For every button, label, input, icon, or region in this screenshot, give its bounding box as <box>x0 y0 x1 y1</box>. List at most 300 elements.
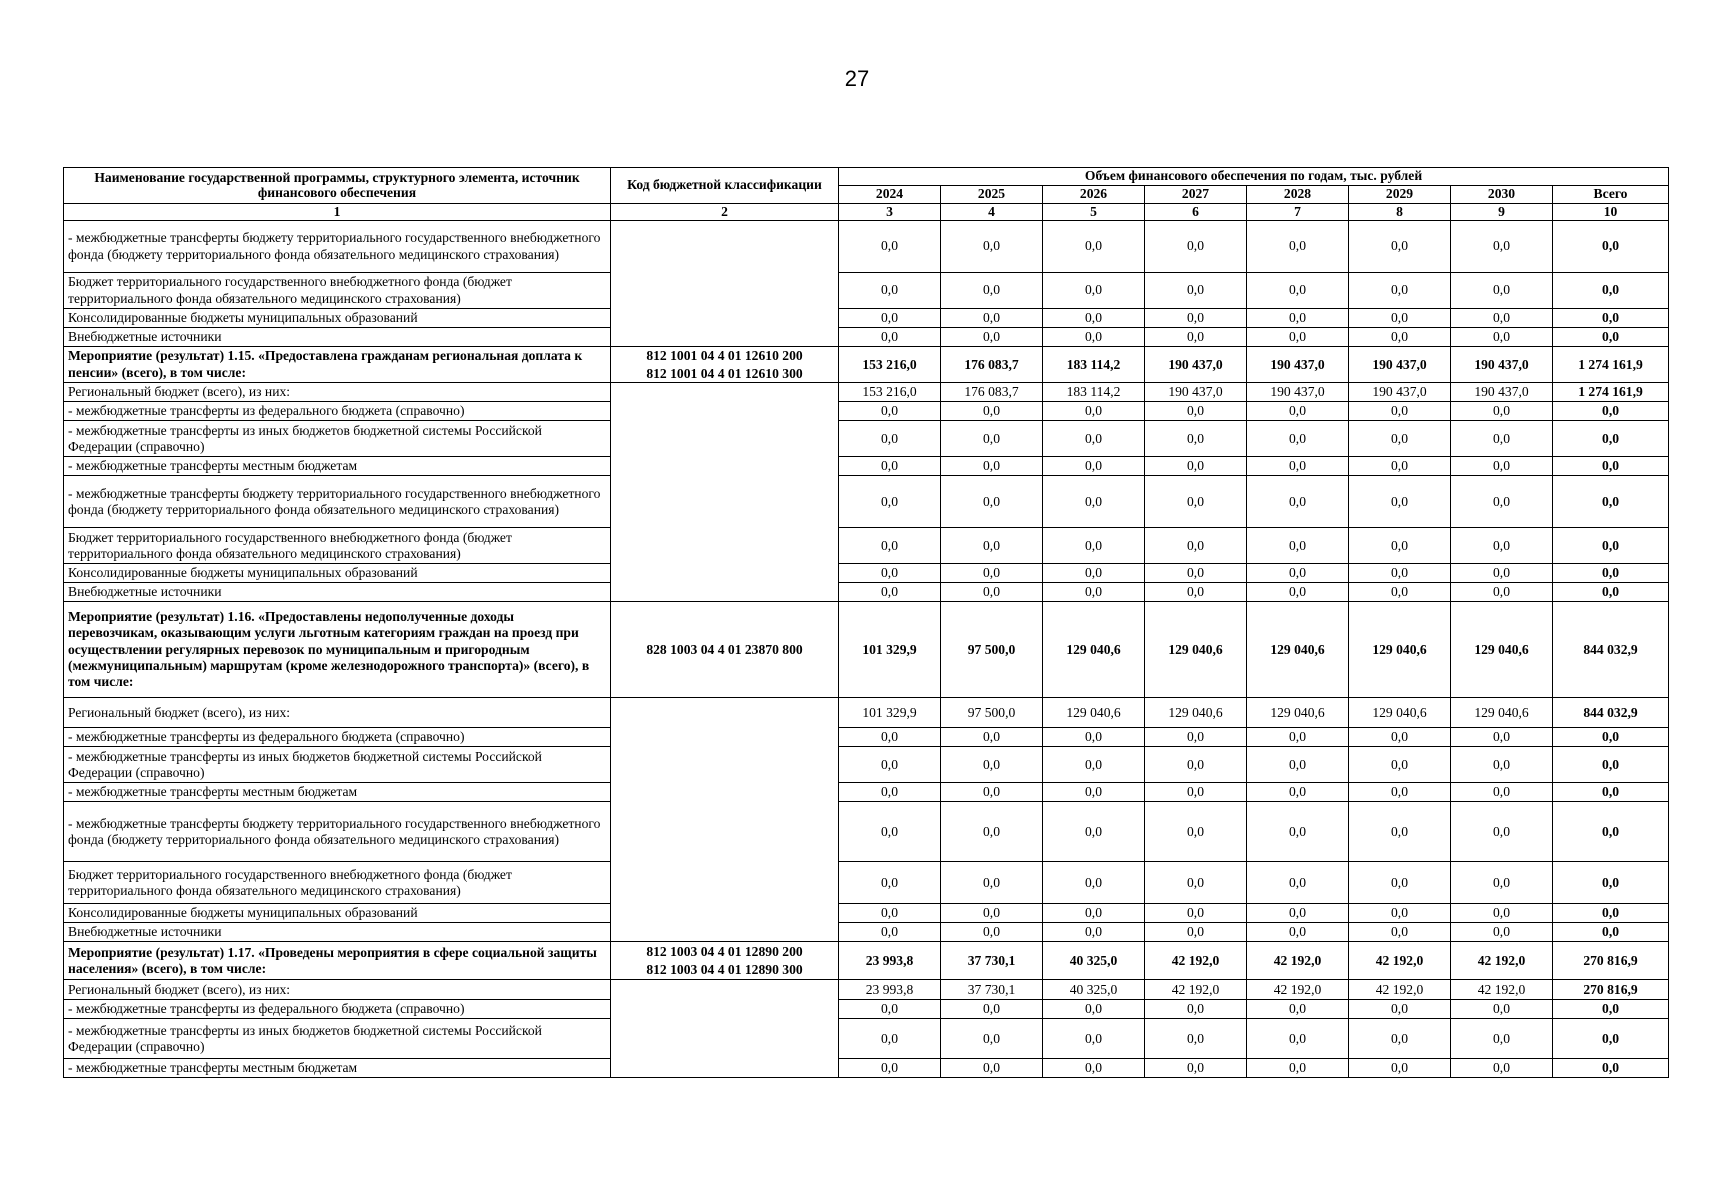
value-year: 0,0 <box>1043 1019 1145 1059</box>
value-year: 0,0 <box>941 402 1043 421</box>
budget-code-cell <box>611 980 839 1078</box>
column-index: 3 <box>839 204 941 221</box>
column-index: 10 <box>1553 204 1669 221</box>
header-year: 2029 <box>1349 186 1451 204</box>
value-total: 1 274 161,9 <box>1553 383 1669 402</box>
table-row <box>64 583 1669 602</box>
value-year: 183 114,2 <box>1043 347 1145 383</box>
source-name: - межбюджетные трансферты из федерального бюджета (справочно) <box>64 402 611 421</box>
value-year: 97 500,0 <box>941 602 1043 698</box>
value-year: 129 040,6 <box>1247 602 1349 698</box>
value-year: 0,0 <box>1349 1059 1451 1078</box>
source-name: - межбюджетные трансферты из федерального бюджета (справочно) <box>64 1000 611 1019</box>
source-name: - межбюджетные трансферты из федерального бюджета (справочно) <box>64 728 611 747</box>
table-row <box>64 476 1669 528</box>
value-total: 0,0 <box>1553 457 1669 476</box>
value-year: 129 040,6 <box>1247 698 1349 728</box>
value-year: 0,0 <box>1451 328 1553 347</box>
value-year: 129 040,6 <box>1451 698 1553 728</box>
source-name: - межбюджетные трансферты бюджету территориального государственного внебюджетного фонда (бюджету территориального фонда обязательного медицинского страхования) <box>64 802 611 862</box>
value-year: 0,0 <box>1349 476 1451 528</box>
value-year: 0,0 <box>839 783 941 802</box>
value-year: 0,0 <box>1349 1000 1451 1019</box>
table-row <box>64 1000 1669 1019</box>
source-name: Консолидированные бюджеты муниципальных образований <box>64 564 611 583</box>
column-index: 7 <box>1247 204 1349 221</box>
value-year: 0,0 <box>1349 402 1451 421</box>
table-row <box>64 802 1669 862</box>
value-total: 0,0 <box>1553 1019 1669 1059</box>
value-year: 0,0 <box>941 583 1043 602</box>
value-year: 0,0 <box>1451 309 1553 328</box>
value-year: 42 192,0 <box>1247 980 1349 1000</box>
value-year: 0,0 <box>1451 457 1553 476</box>
value-year: 0,0 <box>1043 564 1145 583</box>
event-name: Мероприятие (результат) 1.17. «Проведены мероприятия в сфере социальной защиты населения» (всего), в том числе: <box>64 942 611 980</box>
source-name: Региональный бюджет (всего), из них: <box>64 383 611 402</box>
value-year: 0,0 <box>1451 862 1553 904</box>
value-year: 0,0 <box>1451 583 1553 602</box>
value-total: 270 816,9 <box>1553 942 1669 980</box>
value-year: 0,0 <box>1145 728 1247 747</box>
financing-table <box>63 167 1669 1078</box>
value-year: 129 040,6 <box>1349 698 1451 728</box>
value-total: 844 032,9 <box>1553 698 1669 728</box>
event-name: Мероприятие (результат) 1.16. «Предоставлены недополученные доходы перевозчикам, оказывающим услуги льготным категориям граждан на проезд при осуществлении регулярных перевозок по муниципальным и пригородным (межмуниципальным) маршрутам (кроме железнодорожного транспорта)» (всего), в том числе: <box>64 602 611 698</box>
value-year: 0,0 <box>839 862 941 904</box>
value-year: 0,0 <box>1145 421 1247 457</box>
value-year: 0,0 <box>1043 476 1145 528</box>
value-year: 0,0 <box>1349 862 1451 904</box>
value-year: 0,0 <box>1247 221 1349 273</box>
value-year: 0,0 <box>1043 402 1145 421</box>
value-year: 0,0 <box>1145 273 1247 309</box>
budget-code-cell <box>611 383 839 602</box>
value-year: 0,0 <box>1247 328 1349 347</box>
value-year: 0,0 <box>839 328 941 347</box>
value-year: 0,0 <box>1349 273 1451 309</box>
value-year: 0,0 <box>1451 421 1553 457</box>
value-total: 0,0 <box>1553 728 1669 747</box>
value-year: 0,0 <box>1043 583 1145 602</box>
value-total: 0,0 <box>1553 421 1669 457</box>
value-year: 0,0 <box>1451 1059 1553 1078</box>
value-year: 0,0 <box>1145 802 1247 862</box>
budget-code-cell <box>611 602 839 698</box>
value-total: 844 032,9 <box>1553 602 1669 698</box>
value-year: 0,0 <box>839 1000 941 1019</box>
table-row <box>64 564 1669 583</box>
value-year: 0,0 <box>1349 421 1451 457</box>
value-year: 0,0 <box>839 564 941 583</box>
table-row <box>64 980 1669 1000</box>
value-year: 0,0 <box>1043 1059 1145 1078</box>
value-year: 0,0 <box>1043 904 1145 923</box>
table-row <box>64 904 1669 923</box>
column-index: 9 <box>1451 204 1553 221</box>
header-code: Код бюджетной классификации <box>611 168 839 204</box>
value-year: 0,0 <box>1349 309 1451 328</box>
value-year: 0,0 <box>1247 862 1349 904</box>
value-year: 190 437,0 <box>1451 383 1553 402</box>
value-year: 129 040,6 <box>1043 602 1145 698</box>
table-row <box>64 698 1669 728</box>
event-name: Мероприятие (результат) 1.15. «Предоставлена гражданам региональная доплата к пенсии» (всего), в том числе: <box>64 347 611 383</box>
source-name: - межбюджетные трансферты из иных бюджетов бюджетной системы Российской Федерации (справочно) <box>64 421 611 457</box>
table-row <box>64 221 1669 273</box>
column-index: 5 <box>1043 204 1145 221</box>
value-year: 176 083,7 <box>941 383 1043 402</box>
value-total: 0,0 <box>1553 528 1669 564</box>
value-year: 0,0 <box>1247 457 1349 476</box>
value-year: 0,0 <box>1451 1019 1553 1059</box>
budget-code: 812 1003 04 4 01 12890 300 <box>646 961 803 977</box>
table-row <box>64 783 1669 802</box>
value-year: 0,0 <box>1247 1059 1349 1078</box>
header-year: 2027 <box>1145 186 1247 204</box>
value-year: 40 325,0 <box>1043 980 1145 1000</box>
value-year: 0,0 <box>941 328 1043 347</box>
value-year: 0,0 <box>839 583 941 602</box>
value-year: 0,0 <box>839 728 941 747</box>
value-year: 37 730,1 <box>941 980 1043 1000</box>
source-name: Бюджет территориального государственного внебюджетного фонда (бюджет территориального фонда обязательного медицинского страхования) <box>64 528 611 564</box>
value-total: 0,0 <box>1553 923 1669 942</box>
value-year: 0,0 <box>839 476 941 528</box>
budget-code-cell <box>611 942 839 980</box>
value-year: 153 216,0 <box>839 347 941 383</box>
value-year: 0,0 <box>1451 476 1553 528</box>
value-year: 0,0 <box>1043 783 1145 802</box>
value-total: 0,0 <box>1553 904 1669 923</box>
table-row <box>64 862 1669 904</box>
value-year: 0,0 <box>941 802 1043 862</box>
value-year: 37 730,1 <box>941 942 1043 980</box>
value-year: 0,0 <box>1043 862 1145 904</box>
value-year: 0,0 <box>1043 273 1145 309</box>
value-year: 0,0 <box>839 402 941 421</box>
value-year: 0,0 <box>941 421 1043 457</box>
value-year: 0,0 <box>941 564 1043 583</box>
source-name: Региональный бюджет (всего), из них: <box>64 980 611 1000</box>
value-year: 190 437,0 <box>1451 347 1553 383</box>
value-year: 42 192,0 <box>1349 942 1451 980</box>
value-year: 0,0 <box>839 457 941 476</box>
value-year: 0,0 <box>1145 476 1247 528</box>
value-total: 0,0 <box>1553 328 1669 347</box>
value-year: 129 040,6 <box>1145 698 1247 728</box>
value-year: 129 040,6 <box>1043 698 1145 728</box>
value-year: 0,0 <box>1145 583 1247 602</box>
value-year: 0,0 <box>1043 802 1145 862</box>
value-year: 0,0 <box>1349 328 1451 347</box>
value-year: 0,0 <box>1349 221 1451 273</box>
page-number: 27 <box>844 66 870 91</box>
budget-code: 812 1001 04 4 01 12610 200 <box>646 348 803 363</box>
value-year: 0,0 <box>1145 904 1247 923</box>
value-year: 0,0 <box>1145 221 1247 273</box>
value-year: 0,0 <box>941 862 1043 904</box>
value-year: 0,0 <box>1247 923 1349 942</box>
source-name: Консолидированные бюджеты муниципальных образований <box>64 309 611 328</box>
value-total: 0,0 <box>1553 802 1669 862</box>
value-year: 0,0 <box>839 528 941 564</box>
table-row <box>64 273 1669 309</box>
source-name: Консолидированные бюджеты муниципальных образований <box>64 904 611 923</box>
value-year: 0,0 <box>1043 328 1145 347</box>
value-year: 0,0 <box>1349 923 1451 942</box>
value-year: 0,0 <box>1043 728 1145 747</box>
value-year: 0,0 <box>1247 528 1349 564</box>
value-year: 23 993,8 <box>839 980 941 1000</box>
value-year: 0,0 <box>839 1059 941 1078</box>
value-year: 0,0 <box>1349 783 1451 802</box>
value-year: 42 192,0 <box>1349 980 1451 1000</box>
column-index: 1 <box>64 204 611 221</box>
value-year: 0,0 <box>1349 528 1451 564</box>
value-year: 40 325,0 <box>1043 942 1145 980</box>
value-year: 0,0 <box>1247 273 1349 309</box>
source-name: - межбюджетные трансферты из иных бюджетов бюджетной системы Российской Федерации (справочно) <box>64 1019 611 1059</box>
value-total: 0,0 <box>1553 564 1669 583</box>
source-name: Внебюджетные источники <box>64 923 611 942</box>
value-total: 1 274 161,9 <box>1553 347 1669 383</box>
table-row <box>64 328 1669 347</box>
table-row <box>64 1059 1669 1078</box>
header-name: Наименование государственной программы, структурного элемента, источник финансового обеспечения <box>64 168 611 204</box>
table-row <box>64 421 1669 457</box>
value-year: 0,0 <box>941 528 1043 564</box>
value-total: 0,0 <box>1553 747 1669 783</box>
value-year: 0,0 <box>1451 528 1553 564</box>
header-year: 2026 <box>1043 186 1145 204</box>
value-year: 0,0 <box>1451 904 1553 923</box>
value-year: 0,0 <box>1349 457 1451 476</box>
value-year: 0,0 <box>839 904 941 923</box>
value-total: 0,0 <box>1553 402 1669 421</box>
budget-code-cell <box>611 698 839 942</box>
value-year: 0,0 <box>941 728 1043 747</box>
value-year: 0,0 <box>941 783 1043 802</box>
value-year: 0,0 <box>1349 802 1451 862</box>
value-year: 0,0 <box>1247 564 1349 583</box>
value-year: 0,0 <box>941 476 1043 528</box>
value-year: 0,0 <box>839 421 941 457</box>
value-year: 153 216,0 <box>839 383 941 402</box>
value-year: 0,0 <box>941 747 1043 783</box>
header-year: 2028 <box>1247 186 1349 204</box>
value-year: 0,0 <box>941 457 1043 476</box>
budget-code: 828 1003 04 4 01 23870 800 <box>646 642 803 657</box>
value-year: 0,0 <box>941 309 1043 328</box>
header-year: 2025 <box>941 186 1043 204</box>
value-year: 129 040,6 <box>1349 602 1451 698</box>
budget-code: 812 1003 04 4 01 12890 200 <box>646 944 803 960</box>
value-year: 0,0 <box>1451 1000 1553 1019</box>
value-year: 0,0 <box>1145 564 1247 583</box>
value-year: 0,0 <box>941 273 1043 309</box>
source-name: - межбюджетные трансферты бюджету территориального государственного внебюджетного фонда (бюджету территориального фонда обязательного медицинского страхования) <box>64 221 611 273</box>
value-year: 42 192,0 <box>1451 942 1553 980</box>
source-name: Внебюджетные источники <box>64 328 611 347</box>
value-year: 0,0 <box>1145 1059 1247 1078</box>
table-row <box>64 747 1669 783</box>
value-year: 0,0 <box>1349 583 1451 602</box>
value-year: 0,0 <box>1451 273 1553 309</box>
column-index: 4 <box>941 204 1043 221</box>
value-year: 0,0 <box>839 923 941 942</box>
table-row <box>64 728 1669 747</box>
value-total: 0,0 <box>1553 1000 1669 1019</box>
value-year: 0,0 <box>1145 923 1247 942</box>
value-year: 0,0 <box>1247 476 1349 528</box>
value-year: 0,0 <box>1247 747 1349 783</box>
source-name: - межбюджетные трансферты из иных бюджетов бюджетной системы Российской Федерации (справочно) <box>64 747 611 783</box>
header-year: Всего <box>1553 186 1669 204</box>
value-year: 23 993,8 <box>839 942 941 980</box>
value-year: 0,0 <box>1349 1019 1451 1059</box>
value-year: 0,0 <box>1043 221 1145 273</box>
value-year: 0,0 <box>1145 457 1247 476</box>
value-year: 0,0 <box>1349 904 1451 923</box>
value-year: 0,0 <box>1145 309 1247 328</box>
value-year: 129 040,6 <box>1451 602 1553 698</box>
column-index: 2 <box>611 204 839 221</box>
value-year: 0,0 <box>1247 728 1349 747</box>
value-year: 0,0 <box>1043 528 1145 564</box>
value-year: 0,0 <box>839 747 941 783</box>
value-year: 0,0 <box>1349 747 1451 783</box>
value-year: 0,0 <box>1145 1019 1247 1059</box>
value-year: 190 437,0 <box>1247 347 1349 383</box>
value-year: 0,0 <box>1145 783 1247 802</box>
value-year: 0,0 <box>839 221 941 273</box>
value-year: 0,0 <box>1043 309 1145 328</box>
value-year: 0,0 <box>1451 802 1553 862</box>
table-row <box>64 1019 1669 1059</box>
source-name: - межбюджетные трансферты местным бюджетам <box>64 457 611 476</box>
value-year: 190 437,0 <box>1349 347 1451 383</box>
value-year: 0,0 <box>1247 1000 1349 1019</box>
source-name: - межбюджетные трансферты местным бюджетам <box>64 783 611 802</box>
table-row <box>64 402 1669 421</box>
value-year: 0,0 <box>1043 747 1145 783</box>
value-year: 0,0 <box>1247 783 1349 802</box>
table-row <box>64 347 1669 383</box>
value-year: 0,0 <box>1145 328 1247 347</box>
value-year: 0,0 <box>1247 309 1349 328</box>
table-row <box>64 942 1669 980</box>
value-year: 0,0 <box>1451 783 1553 802</box>
value-year: 0,0 <box>1043 421 1145 457</box>
table-row <box>64 602 1669 698</box>
value-year: 0,0 <box>941 1019 1043 1059</box>
source-name: - межбюджетные трансферты местным бюджетам <box>64 1059 611 1078</box>
source-name: Бюджет территориального государственного внебюджетного фонда (бюджет территориального фонда обязательного медицинского страхования) <box>64 273 611 309</box>
value-total: 0,0 <box>1553 862 1669 904</box>
value-year: 0,0 <box>1043 457 1145 476</box>
value-year: 0,0 <box>1247 904 1349 923</box>
value-year: 0,0 <box>1145 1000 1247 1019</box>
value-year: 42 192,0 <box>1451 980 1553 1000</box>
header-year: 2024 <box>839 186 941 204</box>
column-index: 8 <box>1349 204 1451 221</box>
value-year: 0,0 <box>1043 1000 1145 1019</box>
value-year: 0,0 <box>1145 747 1247 783</box>
value-year: 0,0 <box>1451 747 1553 783</box>
value-year: 101 329,9 <box>839 602 941 698</box>
table-row <box>64 528 1669 564</box>
value-year: 42 192,0 <box>1247 942 1349 980</box>
table-row <box>64 923 1669 942</box>
column-index: 6 <box>1145 204 1247 221</box>
value-year: 42 192,0 <box>1145 980 1247 1000</box>
value-year: 190 437,0 <box>1247 383 1349 402</box>
value-total: 0,0 <box>1553 783 1669 802</box>
budget-code-cell <box>611 347 839 383</box>
value-year: 129 040,6 <box>1145 602 1247 698</box>
value-year: 0,0 <box>1247 421 1349 457</box>
source-name: Региональный бюджет (всего), из них: <box>64 698 611 728</box>
value-year: 101 329,9 <box>839 698 941 728</box>
value-year: 0,0 <box>1145 402 1247 421</box>
value-year: 0,0 <box>1247 802 1349 862</box>
value-total: 270 816,9 <box>1553 980 1669 1000</box>
table-row <box>64 457 1669 476</box>
value-total: 0,0 <box>1553 221 1669 273</box>
table-row <box>64 383 1669 402</box>
value-year: 0,0 <box>1247 583 1349 602</box>
value-total: 0,0 <box>1553 476 1669 528</box>
value-year: 190 437,0 <box>1349 383 1451 402</box>
value-year: 42 192,0 <box>1145 942 1247 980</box>
value-year: 0,0 <box>1247 1019 1349 1059</box>
header-year: 2030 <box>1451 186 1553 204</box>
value-year: 0,0 <box>839 309 941 328</box>
value-year: 0,0 <box>941 923 1043 942</box>
value-total: 0,0 <box>1553 273 1669 309</box>
value-year: 190 437,0 <box>1145 347 1247 383</box>
value-year: 0,0 <box>1451 923 1553 942</box>
value-total: 0,0 <box>1553 583 1669 602</box>
value-year: 0,0 <box>1451 221 1553 273</box>
source-name: Бюджет территориального государственного внебюджетного фонда (бюджет территориального фонда обязательного медицинского страхования) <box>64 862 611 904</box>
value-year: 0,0 <box>941 1000 1043 1019</box>
value-year: 0,0 <box>1349 564 1451 583</box>
value-year: 0,0 <box>1349 728 1451 747</box>
value-year: 0,0 <box>1451 564 1553 583</box>
value-year: 0,0 <box>941 221 1043 273</box>
budget-code-cell <box>611 221 839 347</box>
value-year: 0,0 <box>1145 862 1247 904</box>
source-name: - межбюджетные трансферты бюджету территориального государственного внебюджетного фонда (бюджету территориального фонда обязательного медицинского страхования) <box>64 476 611 528</box>
value-year: 0,0 <box>1145 528 1247 564</box>
value-year: 190 437,0 <box>1145 383 1247 402</box>
value-total: 0,0 <box>1553 309 1669 328</box>
value-year: 0,0 <box>839 802 941 862</box>
value-year: 0,0 <box>941 1059 1043 1078</box>
value-year: 183 114,2 <box>1043 383 1145 402</box>
value-year: 0,0 <box>839 1019 941 1059</box>
value-year: 176 083,7 <box>941 347 1043 383</box>
value-year: 0,0 <box>1247 402 1349 421</box>
value-year: 0,0 <box>1451 728 1553 747</box>
value-year: 0,0 <box>1043 923 1145 942</box>
value-year: 0,0 <box>1451 402 1553 421</box>
budget-code: 812 1001 04 4 01 12610 300 <box>646 365 803 381</box>
value-year: 0,0 <box>941 904 1043 923</box>
table-row <box>64 309 1669 328</box>
